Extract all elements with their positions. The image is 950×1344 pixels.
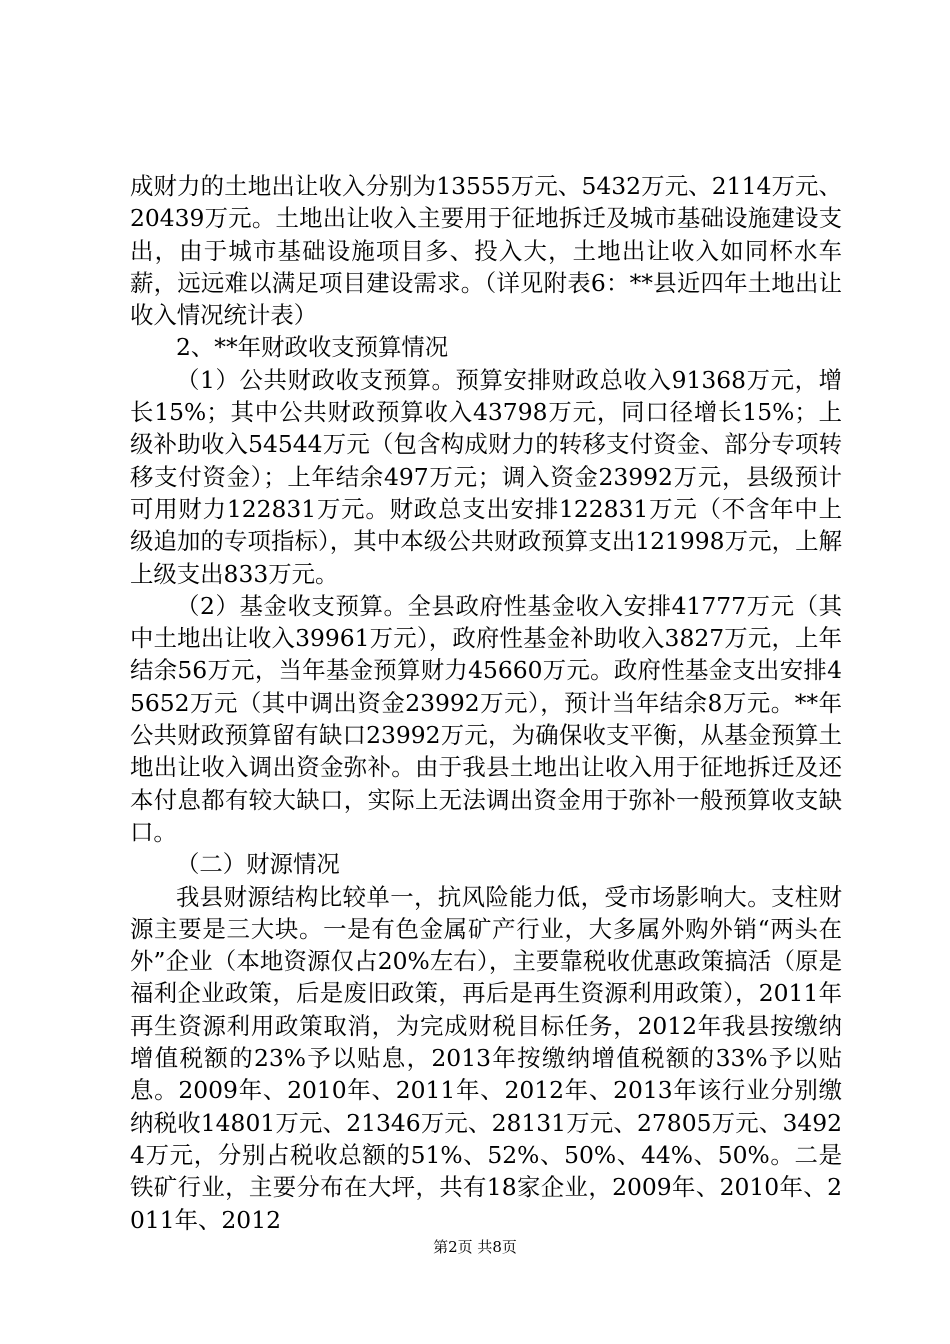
paragraph-fund-budget: （2）基金收支预算。全县政府性基金收入安排41777万元（其中土地出让收入39961万元），政府性基金补助收入3827万元，上年结余56万元，当年基金预算财力45660万元。政府性基金支出安排45652万元（其中调出资金23992万元），预计当年结余8万元。**年公共财政预算留有缺口23992万元，为确保收支平衡，从基金预算土地出让收入调出资金弥补。由于我县土地出让收入用于征地拆迁及还本付息都有较大缺口，实际上无法调出资金用于弥补一般预算收支缺口。 [130,591,842,846]
paragraph-heading-budget: 2、**年财政收支预算情况 [176,333,449,362]
page-footer: 第2页 共8页 [433,1238,517,1256]
paragraph-land-revenue: 成财力的土地出让收入分别为13555万元、5432万元、2114万元、20439万元。土地出让收入主要用于征地拆迁及城市基础设施建设支出，由于城市基础设施项目多、投入大，土地出让收入如同杯水车薪，远远难以满足项目建设需求。（详见附表6：**县近四年土地出让收入情况统计表） [130,172,842,330]
paragraph-revenue-sources: 我县财源结构比较单一，抗风险能力低，受市场影响大。支柱财源主要是三大块。一是有色金属矿产行业，大多属外购外销“两头在外”企业（本地资源仅占20%左右），主要靠税收优惠政策搞活（原是福利企业政策，后是废旧政策，再后是再生资源利用政策），2011年再生资源利用政策取消，为完成财税目标任务，2012年我县按缴纳增值税额的23%予以贴息，2013年按缴纳增值税额的33%予以贴息。2009年、2010年、2011年、2012年、2013年该行业分别缴纳税收14801万元、21346万元、28131万元、27805万元、34924万元，分别占税收总额的51%、52%、50%、44%、50%。二是铁矿行业，主要分布在大坪，共有18家企业，2009年、2010年、2011年、2012 [130,882,842,1234]
paragraph-public-budget: （1）公共财政收支预算。预算安排财政总收入91368万元，增长15%；其中公共财政预算收入43798万元，同口径增长15%；上级补助收入54544万元（包含构成财力的转移支付资金、部分专项转移支付资金）；上年结余497万元；调入资金23992万元，县级预计可用财力122831万元。财政总支出安排122831万元（不含年中上级追加的专项指标），其中本级公共财政预算支出121998万元，上解上级支出833万元。 [130,365,842,588]
paragraph-heading-revenue-sources: （二）财源情况 [176,850,340,879]
document-body [130,170,842,1236]
